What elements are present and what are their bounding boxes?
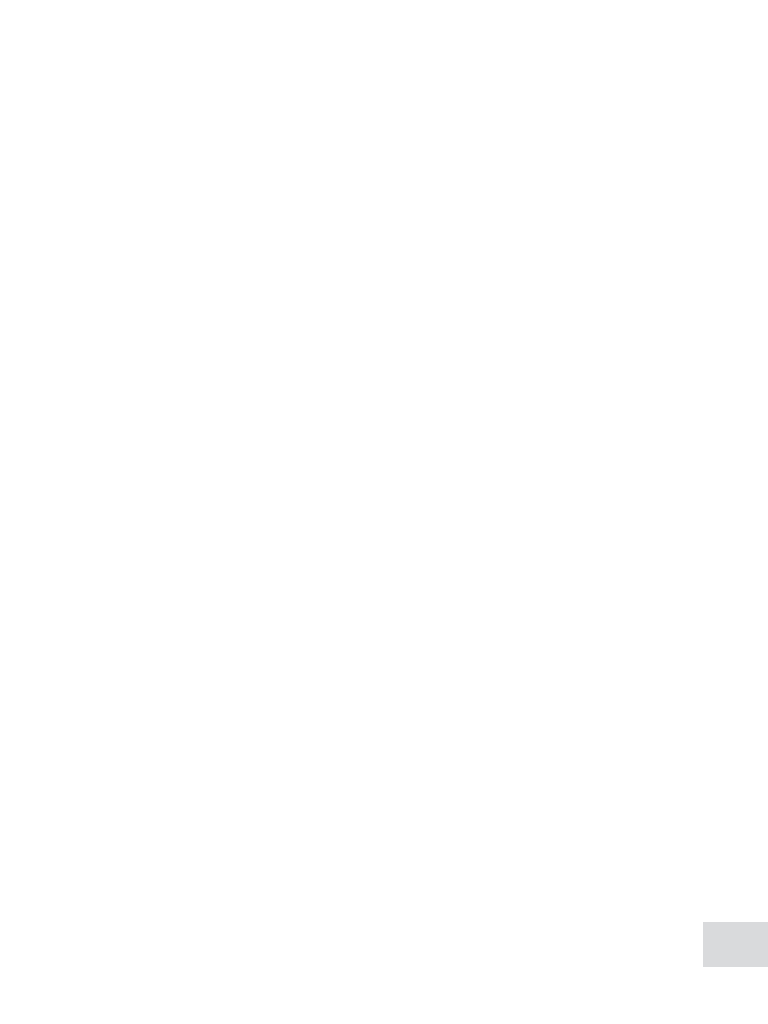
page-number	[703, 922, 768, 967]
footer-label	[568, 937, 574, 949]
